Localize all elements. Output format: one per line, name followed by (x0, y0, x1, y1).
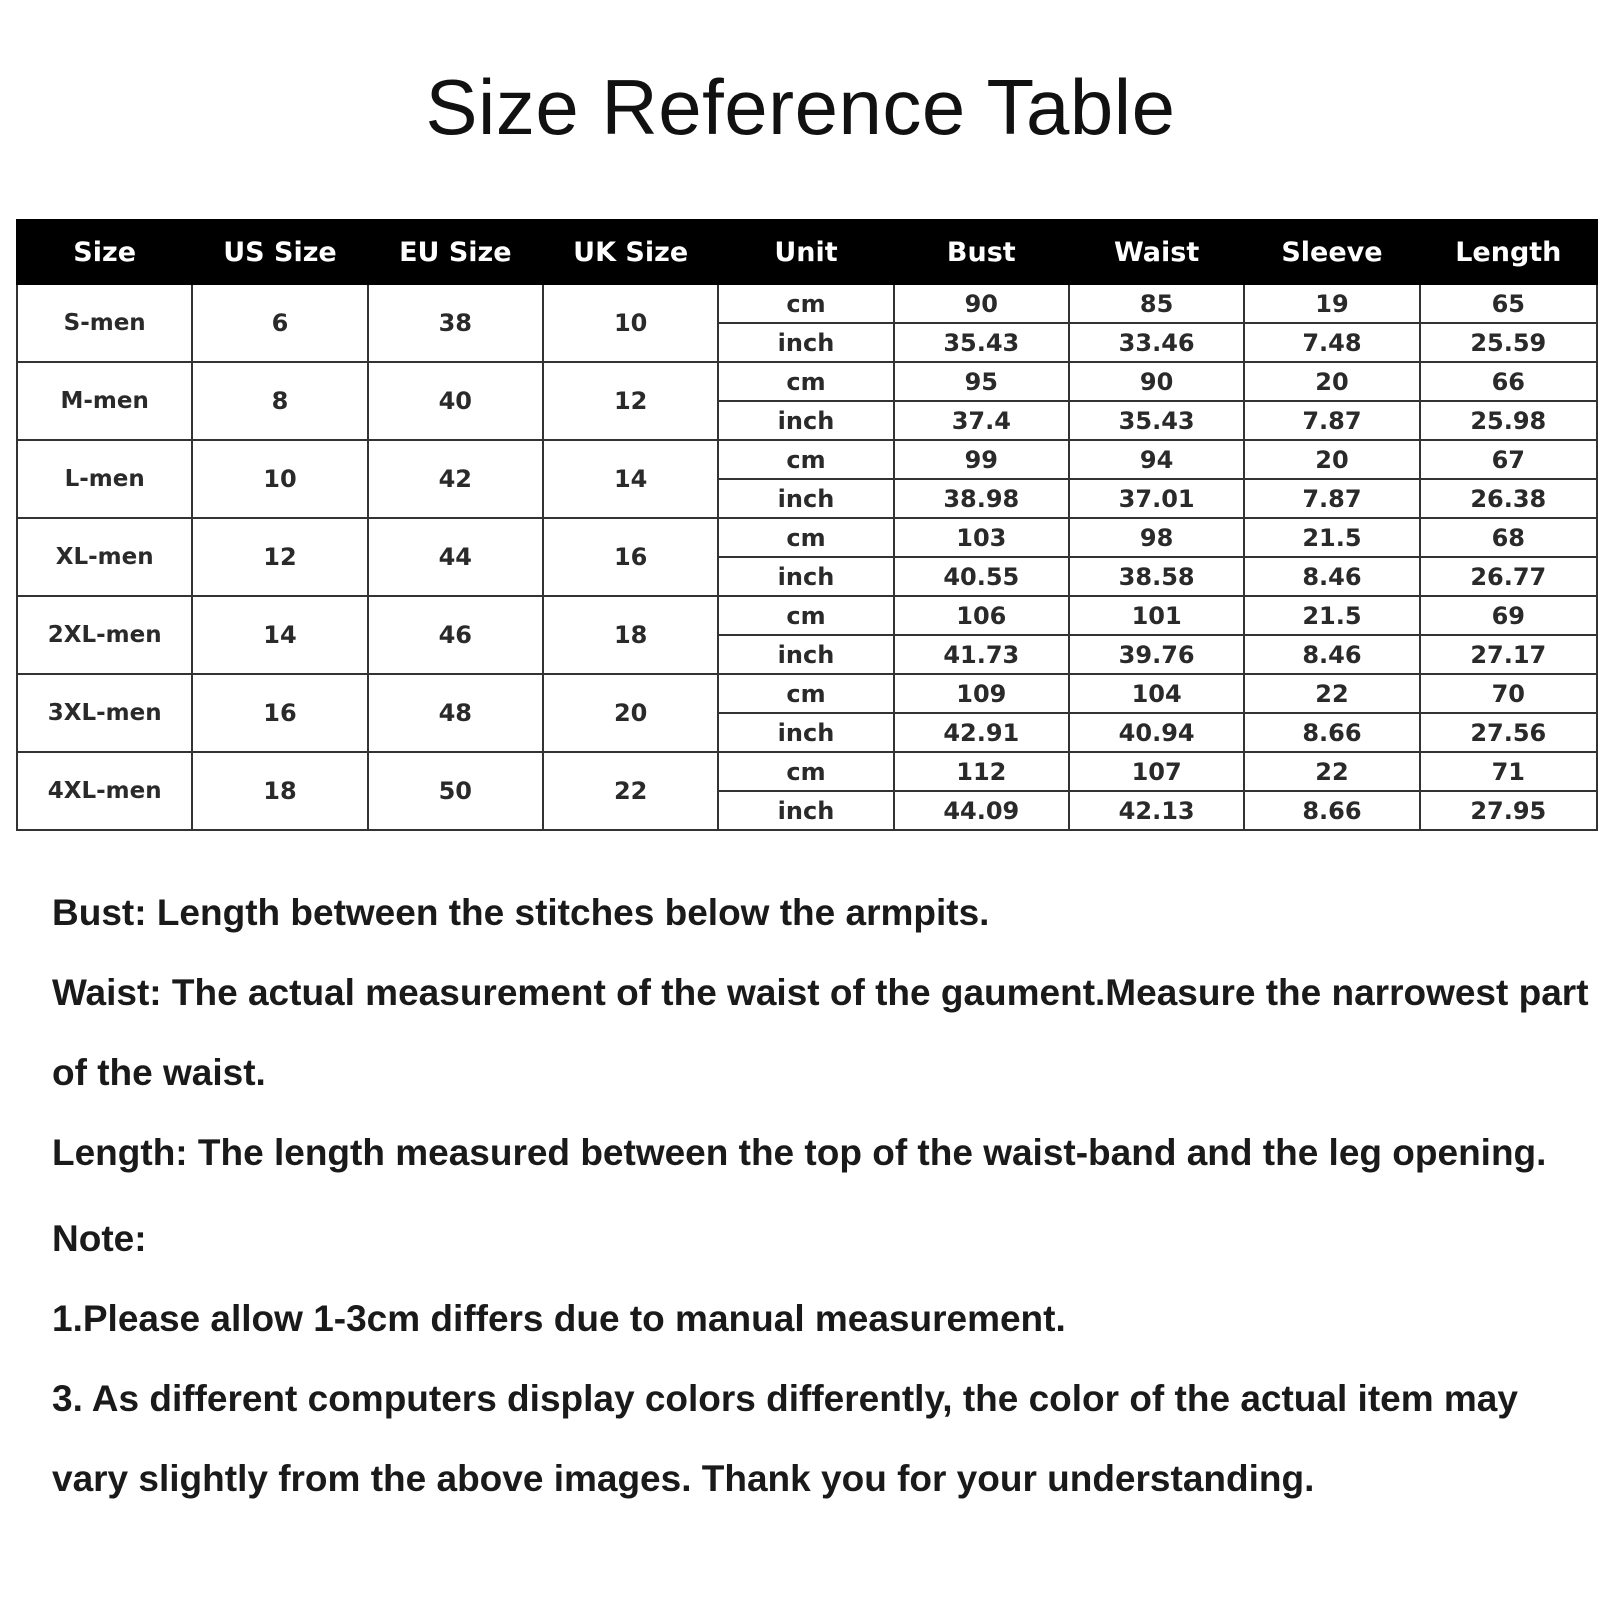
size-reference-table (16, 219, 1598, 831)
length-cell: 67 (1420, 440, 1597, 479)
length-cell: 65 (1420, 284, 1597, 323)
sleeve-cell: 7.48 (1244, 323, 1419, 362)
bust-cell: 106 (894, 596, 1069, 635)
note-item-3: 3. As different computers display colors differently, the color of the actual item may vary slightly from the above images. Thank you for your understanding. (52, 1378, 1518, 1499)
bust-cell: 37.4 (894, 401, 1069, 440)
sleeve-cell: 20 (1244, 440, 1419, 479)
table-row (17, 362, 1597, 401)
header-unit: Unit (718, 220, 893, 284)
length-cell: 26.77 (1420, 557, 1597, 596)
waist-cell: 90 (1069, 362, 1244, 401)
bust-cell: 44.09 (894, 791, 1069, 830)
length-cell: 69 (1420, 596, 1597, 635)
sleeve-cell: 7.87 (1244, 479, 1419, 518)
unit-cell: cm (718, 362, 893, 401)
unit-cell: cm (718, 518, 893, 557)
unit-cell: inch (718, 401, 893, 440)
eu-size-cell: 48 (368, 674, 543, 752)
size-cell: XL-men (17, 518, 192, 596)
bust-cell: 90 (894, 284, 1069, 323)
note-item-1: 1.Please allow 1-3cm differs due to manual measurement. (52, 1298, 1066, 1339)
header-eu-size: EU Size (368, 220, 543, 284)
waist-cell: 94 (1069, 440, 1244, 479)
eu-size-cell: 44 (368, 518, 543, 596)
length-cell: 26.38 (1420, 479, 1597, 518)
size-cell: 2XL-men (17, 596, 192, 674)
bust-cell: 112 (894, 752, 1069, 791)
us-size-cell: 8 (192, 362, 367, 440)
bust-cell: 99 (894, 440, 1069, 479)
bust-note: Bust: Length between the stitches below the armpits. (52, 892, 990, 933)
table-row (17, 440, 1597, 479)
sleeve-cell: 22 (1244, 674, 1419, 713)
us-size-cell: 18 (192, 752, 367, 830)
header-waist: Waist (1069, 220, 1244, 284)
bust-cell: 41.73 (894, 635, 1069, 674)
page-title: Size Reference Table (425, 63, 1176, 151)
uk-size-cell: 20 (543, 674, 718, 752)
table-row (17, 284, 1597, 323)
us-size-cell: 6 (192, 284, 367, 362)
table-header-row (17, 220, 1597, 284)
us-size-cell: 10 (192, 440, 367, 518)
note-heading: Note: (52, 1218, 147, 1259)
unit-cell: cm (718, 674, 893, 713)
bust-cell: 40.55 (894, 557, 1069, 596)
eu-size-cell: 46 (368, 596, 543, 674)
sleeve-cell: 20 (1244, 362, 1419, 401)
unit-cell: cm (718, 596, 893, 635)
sleeve-cell: 8.66 (1244, 713, 1419, 752)
length-cell: 27.56 (1420, 713, 1597, 752)
unit-cell: inch (718, 479, 893, 518)
unit-cell: cm (718, 284, 893, 323)
bust-cell: 42.91 (894, 713, 1069, 752)
header-sleeve: Sleeve (1244, 220, 1419, 284)
waist-cell: 107 (1069, 752, 1244, 791)
table-row (17, 674, 1597, 713)
header-length: Length (1420, 220, 1597, 284)
us-size-cell: 16 (192, 674, 367, 752)
size-cell: 4XL-men (17, 752, 192, 830)
sleeve-cell: 7.87 (1244, 401, 1419, 440)
unit-cell: inch (718, 791, 893, 830)
waist-cell: 33.46 (1069, 323, 1244, 362)
waist-cell: 98 (1069, 518, 1244, 557)
size-cell: L-men (17, 440, 192, 518)
unit-cell: inch (718, 713, 893, 752)
bust-cell: 35.43 (894, 323, 1069, 362)
waist-note: Waist: The actual measurement of the waist of the gaument.Measure the narrowest part of the waist. (52, 972, 1589, 1093)
eu-size-cell: 40 (368, 362, 543, 440)
length-cell: 70 (1420, 674, 1597, 713)
us-size-cell: 12 (192, 518, 367, 596)
waist-cell: 104 (1069, 674, 1244, 713)
size-cell: 3XL-men (17, 674, 192, 752)
us-size-cell: 14 (192, 596, 367, 674)
uk-size-cell: 22 (543, 752, 718, 830)
length-cell: 27.17 (1420, 635, 1597, 674)
sleeve-cell: 8.46 (1244, 635, 1419, 674)
uk-size-cell: 18 (543, 596, 718, 674)
length-cell: 66 (1420, 362, 1597, 401)
bust-cell: 38.98 (894, 479, 1069, 518)
size-cell: M-men (17, 362, 192, 440)
header-uk-size: UK Size (543, 220, 718, 284)
sleeve-cell: 19 (1244, 284, 1419, 323)
notes-section (52, 873, 1592, 1519)
uk-size-cell: 16 (543, 518, 718, 596)
waist-cell: 38.58 (1069, 557, 1244, 596)
uk-size-cell: 10 (543, 284, 718, 362)
length-cell: 25.59 (1420, 323, 1597, 362)
waist-cell: 85 (1069, 284, 1244, 323)
sleeve-cell: 8.46 (1244, 557, 1419, 596)
waist-cell: 101 (1069, 596, 1244, 635)
bust-cell: 109 (894, 674, 1069, 713)
unit-cell: cm (718, 440, 893, 479)
eu-size-cell: 50 (368, 752, 543, 830)
sleeve-cell: 21.5 (1244, 596, 1419, 635)
waist-cell: 42.13 (1069, 791, 1244, 830)
unit-cell: inch (718, 557, 893, 596)
length-cell: 25.98 (1420, 401, 1597, 440)
header-bust: Bust (894, 220, 1069, 284)
size-cell: S-men (17, 284, 192, 362)
bust-cell: 103 (894, 518, 1069, 557)
unit-cell: cm (718, 752, 893, 791)
waist-cell: 37.01 (1069, 479, 1244, 518)
unit-cell: inch (718, 635, 893, 674)
bust-cell: 95 (894, 362, 1069, 401)
unit-cell: inch (718, 323, 893, 362)
length-cell: 68 (1420, 518, 1597, 557)
table-row (17, 752, 1597, 791)
waist-cell: 39.76 (1069, 635, 1244, 674)
table-row (17, 518, 1597, 557)
length-cell: 71 (1420, 752, 1597, 791)
sleeve-cell: 22 (1244, 752, 1419, 791)
uk-size-cell: 12 (543, 362, 718, 440)
header-size: Size (17, 220, 192, 284)
table-body (17, 284, 1597, 830)
length-note: Length: The length measured between the top of the waist-band and the leg opening. (52, 1132, 1547, 1173)
eu-size-cell: 42 (368, 440, 543, 518)
sleeve-cell: 21.5 (1244, 518, 1419, 557)
uk-size-cell: 14 (543, 440, 718, 518)
waist-cell: 40.94 (1069, 713, 1244, 752)
sleeve-cell: 8.66 (1244, 791, 1419, 830)
header-us-size: US Size (192, 220, 367, 284)
eu-size-cell: 38 (368, 284, 543, 362)
waist-cell: 35.43 (1069, 401, 1244, 440)
length-cell: 27.95 (1420, 791, 1597, 830)
table-row (17, 596, 1597, 635)
